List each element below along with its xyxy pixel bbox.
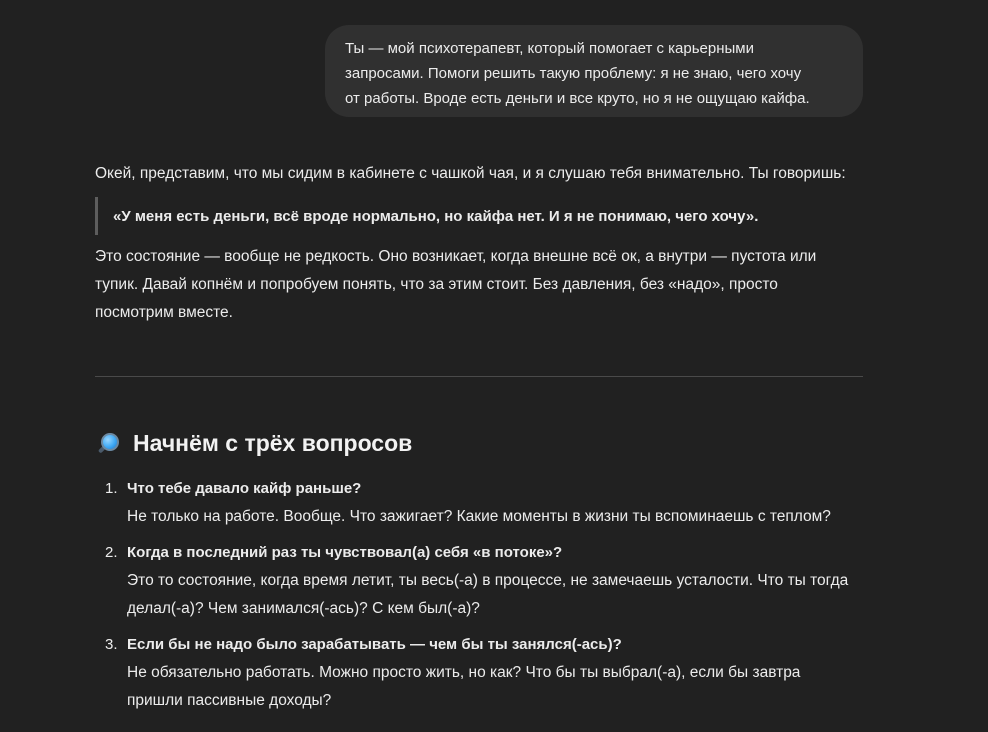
paragraph-line: Это состояние — вообще не редкость. Оно возникает, когда внешне всё ок, а внутри — пустота или (95, 248, 817, 265)
user-message-line: Ты — мой психотерапевт, который помогает с карьерными (345, 40, 754, 57)
paragraph-line: посмотрим вместе. (95, 304, 233, 321)
list-item (95, 475, 865, 531)
question-title: Что тебе давало кайф раньше? (127, 480, 362, 497)
list-item (95, 631, 865, 715)
list-item-number: 2. (105, 544, 118, 561)
assistant-message (95, 160, 865, 327)
paragraph-line: тупик. Давай копнём и попробуем понять, что за этим стоит. Без давления, без «надо», просто (95, 276, 778, 293)
list-item-number: 1. (105, 480, 118, 497)
user-message-line: от работы. Вроде есть деньги и все круто, но я не ощущаю кайфа. (345, 90, 810, 107)
assistant-intro: Окей, представим, что мы сидим в кабинете с чашкой чая, и я слушаю тебя внимательно. Ты говоришь: (95, 165, 846, 182)
question-body: Не обязательно работать. Можно просто жить, но как? Что бы ты выбрал(-а), если бы завтра (127, 664, 801, 681)
section-heading-text: Начнём с трёх вопросов (133, 429, 413, 456)
question-title: Когда в последний раз ты чувствовал(а) себя «в потоке»? (127, 544, 563, 561)
list-item (95, 539, 865, 623)
question-body: Не только на работе. Вообще. Что зажигает? Какие моменты в жизни ты вспоминаешь с теплом? (127, 508, 831, 525)
horizontal-divider (95, 376, 863, 377)
section-heading (97, 425, 412, 461)
magnifying-glass-icon (97, 431, 121, 455)
questions-list (95, 475, 865, 715)
question-body: пришли пассивные доходы? (127, 692, 332, 709)
blockquote (95, 197, 865, 235)
question-body: Это то состояние, когда время летит, ты весь(-а) в процессе, не замечаешь усталости. Что ты тогда (127, 572, 849, 589)
question-body: делал(-а)? Чем занимался(-ась)? С кем был(-а)? (127, 600, 480, 617)
user-message-bubble (325, 25, 863, 117)
question-title: Если бы не надо было зарабатывать — чем бы ты занялся(-ась)? (127, 636, 622, 653)
blockquote-text: «У меня есть деньги, всё вроде нормально, но кайфа нет. И я не понимаю, чего хочу». (113, 207, 759, 225)
user-message-line: запросами. Помоги решить такую проблему: я не знаю, чего хочу (345, 65, 802, 82)
assistant-paragraph (95, 243, 865, 327)
list-item-number: 3. (105, 636, 118, 653)
